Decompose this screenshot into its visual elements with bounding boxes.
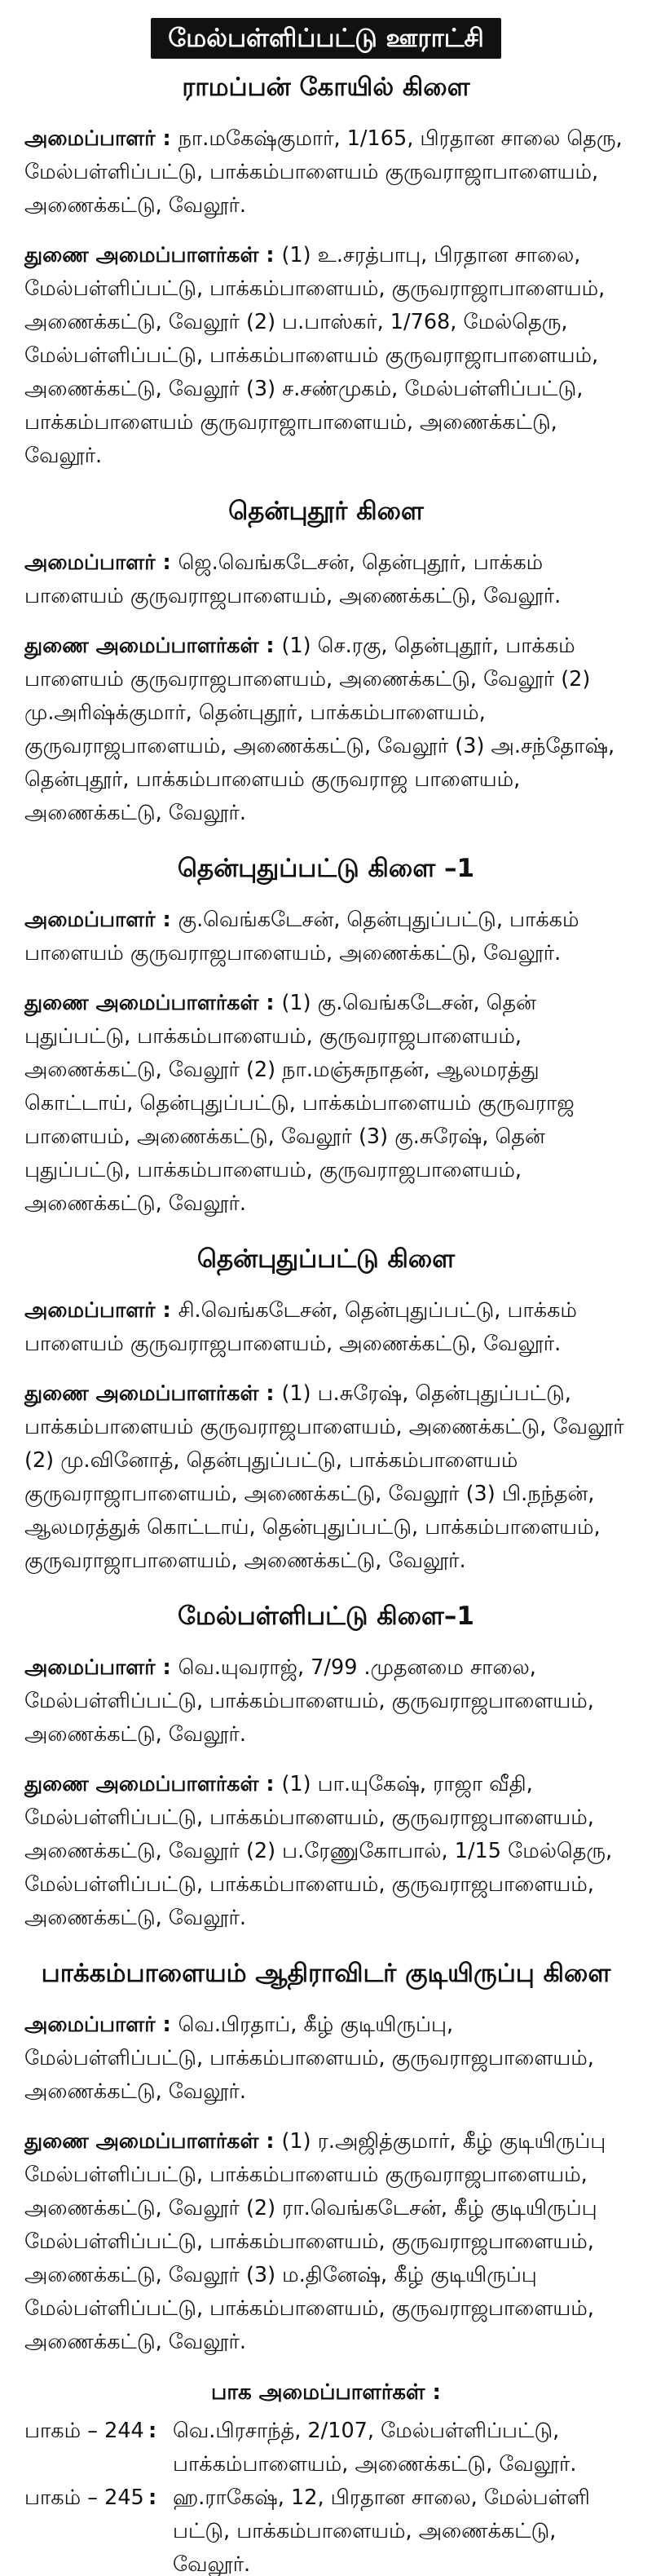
deputy-organizers-text: (1) உ.சரத்பாபு, பிரதான சாலை, மேல்பள்ளிப்பட்டு, பாக்கம்பாளையம், குருவராஜாபாளையம், அணைக்கட்டு, வேலூர் (2) ப.பாஸ்கர், 1/768, மேல்தெரு, மேல்பள்ளிப்பட்டு, பாக்கம்பாளையம் குருவராஜாபாளையம், அணைக்கட்டு, வேலூர் (3) ச.சண்முகம், மேல்பள்ளிப்பட்டு, பாக்கம்பாளையம் குருவராஜாபாளையம், அணைக்கட்டு, வேலூர். xyxy=(24,243,606,468)
branch-title: ராமப்பன் கோயில் கிளை xyxy=(182,73,470,102)
deputy-organizers-text: (1) ர.அஜித்குமார், கீழ் குடியிருப்பு மேல்பள்ளிப்பட்டு, பாக்கம்பாளையம் குருவராஜபாளையம், அணைக்கட்டு, வேலூர் (2) ரா.வெங்கடேசன், கீழ் குடியிருப்பு மேல்பள்ளிப்பட்டு, பாக்கம்பாளையம், குருவராஜபாளையம், அணைக்கட்டு, வேலூர் (3) ம.தினேஷ், கீழ் குடியிருப்பு மேல்பள்ளிப்பட்டு, பாக்கம்பாளையம், குருவராஜபாளையம், அணைக்கட்டு, வேலூர். xyxy=(24,2129,606,2354)
deputy-organizers-label: துணை அமைப்பாளர்கள் xyxy=(24,1772,259,1796)
organizer-text: சி.வெங்கடேசன், தென்புதுப்பட்டு, பாக்கம் பாளையம் குருவராஜபாளையம், அணைக்கட்டு, வேலூர். xyxy=(24,1298,577,1356)
deputy-organizers-text: (1) செ.ரகு, தென்புதூர், பாக்கம் பாளையம் குருவராஜபாளையம், அணைக்கட்டு, வேலூர் (2) மு.அரிஷ்க்குமார், தென்புதூர், பாக்கம்பாளையம், குருவராஜபாளையம், அணைக்கட்டு, வேலூர் (3) அ.சந்தோஷ், தென்புதூர், பாக்கம்பாளையம் குருவராஜ பாளையம், அணைக்கட்டு, வேலூர். xyxy=(24,634,615,825)
organizer-text: கு.வெங்கடேசன், தென்புதுப்பட்டு, பாக்கம் பாளையம் குருவராஜபாளையம், அணைக்கட்டு, வேலூர். xyxy=(24,908,579,965)
deputy-organizers-paragraph: துணை அமைப்பாளர்கள் : (1) செ.ரகு, தென்புதூர், பாக்கம் பாளையம் குருவராஜபாளையம், அணைக்கட்டு, வேலூர் (2) மு.அரிஷ்க்குமார், தென்புதூர், பாக்கம்பாளையம், குருவராஜபாளையம், அணைக்கட்டு, வேலூர் (3) அ.சந்தோஷ், தென்புதூர், பாக்கம்பாளையம் குருவராஜ பாளையம், அணைக்கட்டு, வேலூர். xyxy=(24,634,615,825)
branch-title: பாக்கம்பாளையம் ஆதிராவிடர் குடியிருப்பு கிளை xyxy=(41,1959,611,1988)
deputy-organizers-label: துணை அமைப்பாளர்கள் xyxy=(24,243,259,267)
deputy-organizers-paragraph: துணை அமைப்பாளர்கள் : (1) ர.அஜித்குமார், கீழ் குடியிருப்பு மேல்பள்ளிப்பட்டு, பாக்கம்பாளையம் குருவராஜபாளையம், அணைக்கட்டு, வேலூர் (2) ரா.வெங்கடேசன், கீழ் குடியிருப்பு மேல்பள்ளிப்பட்டு, பாக்கம்பாளையம், குருவராஜபாளையம், அணைக்கட்டு, வேலூர் (3) ம.தினேஷ், கீழ் குடியிருப்பு மேல்பள்ளிப்பட்டு, பாக்கம்பாளையம், குருவராஜபாளையம், அணைக்கட்டு, வேலூர். xyxy=(24,2129,606,2354)
booth-agents-table xyxy=(24,2415,628,2576)
deputy-organizers-text: (1) கு.வெங்கடேசன், தென் புதுப்பட்டு, பாக்கம்பாளையம், குருவராஜபாளையம், அணைக்கட்டு, வேலூர் (2) நா.மஞ்சுநாதன், ஆலமரத்து கொட்டாய், தென்புதுப்பட்டு, பாக்கம்பாளையம் குருவராஜ பாளையம், அணைக்கட்டு, வேலூர் (3) கு.சுரேஷ், தென் புதுப்பட்டு, பாக்கம்பாளையம், குருவராஜபாளையம், அணைக்கட்டு, வேலூர். xyxy=(24,991,575,1216)
branch-title: தென்புதுப்பட்டு கிளை xyxy=(196,1244,456,1274)
deputy-organizers-label: துணை அமைப்பாளர்கள் xyxy=(24,991,259,1015)
organizer-label: அமைப்பாளர் xyxy=(24,126,156,151)
deputy-organizers-paragraph: துணை அமைப்பாளர்கள் : (1) உ.சரத்பாபு, பிரதான சாலை, மேல்பள்ளிப்பட்டு, பாக்கம்பாளையம், குருவராஜாபாளையம், அணைக்கட்டு, வேலூர் (2) ப.பாஸ்கர், 1/768, மேல்தெரு, மேல்பள்ளிப்பட்டு, பாக்கம்பாளையம் குருவராஜாபாளையம், அணைக்கட்டு, வேலூர் (3) ச.சண்முகம், மேல்பள்ளிப்பட்டு, பாக்கம்பாளையம் குருவராஜாபாளையம், அணைக்கட்டு, வேலூர். xyxy=(24,243,606,468)
branch-section xyxy=(24,1956,628,2359)
deputy-organizers-text: (1) ப.சுரேஷ், தென்புதுப்பட்டு, பாக்கம்பாளையம் குருவராஜபாளையம், அணைக்கட்டு, வேலூர் (2) மு.வினோத், தென்புதுப்பட்டு, பாக்கம்பாளையம் குருவராஜாபாளையம், அணைக்கட்டு, வேலூர் (3) பி.நந்தன், ஆலமரத்துக் கொட்டாய், தென்புதுப்பட்டு, பாக்கம்பாளையம், குருவராஜாபாளையம், அணைக்கட்டு, வேலூர். xyxy=(24,1381,624,1573)
branch-section xyxy=(24,70,628,473)
organizer-label: அமைப்பாளர் xyxy=(24,1298,156,1323)
branch-title: தென்புதூர் கிளை xyxy=(228,497,424,526)
deputy-organizers-paragraph: துணை அமைப்பாளர்கள் : (1) ப.சுரேஷ், தென்புதுப்பட்டு, பாக்கம்பாளையம் குருவராஜபாளையம், அணைக்கட்டு, வேலூர் (2) மு.வினோத், தென்புதுப்பட்டு, பாக்கம்பாளையம் குருவராஜாபாளையம், அணைக்கட்டு, வேலூர் (3) பி.நந்தன், ஆலமரத்துக் கொட்டாய், தென்புதுப்பட்டு, பாக்கம்பாளையம், குருவராஜாபாளையம், அணைக்கட்டு, வேலூர். xyxy=(24,1381,624,1573)
organizer-label: அமைப்பாளர் xyxy=(24,1655,156,1680)
booth-colon: : xyxy=(148,2485,157,2510)
organizer-paragraph: அமைப்பாளர் : வெ.யுவராஜ், 7/99 .முதனமை சாலை, மேல்பள்ளிப்பட்டு, பாக்கம்பாளையம், குருவராஜபாளையம், அணைக்கட்டு, வேலூர். xyxy=(24,1655,594,1747)
branch-title: தென்புதுப்பட்டு கிளை –1 xyxy=(177,854,475,883)
deputy-organizers-label: துணை அமைப்பாளர்கள் xyxy=(24,2129,259,2154)
branch-section xyxy=(24,494,628,830)
branch-section xyxy=(24,1599,628,1935)
organizer-paragraph: அமைப்பாளர் : சி.வெங்கடேசன், தென்புதுப்பட்டு, பாக்கம் பாளையம் குருவராஜபாளையம், அணைக்கட்டு, வேலூர். xyxy=(24,1298,577,1356)
branch-section xyxy=(24,1242,628,1578)
deputy-organizers-text: (1) பா.யுகேஷ், ராஜா வீதி, மேல்பள்ளிப்பட்டு, பாக்கம்பாளையம், குருவராஜபாளையம், அணைக்கட்டு, வேலூர் (2) ப.ரேணுகோபால், 1/15 மேல்தெரு, மேல்பள்ளிப்பட்டு, பாக்கம்பாளையம், குருவராஜபாளையம், அணைக்கட்டு, வேலூர். xyxy=(24,1772,613,1930)
booth-number: பாகம் – 244 xyxy=(24,2419,144,2443)
deputy-organizers-paragraph: துணை அமைப்பாளர்கள் : (1) கு.வெங்கடேசன், தென் புதுப்பட்டு, பாக்கம்பாளையம், குருவராஜபாளையம், அணைக்கட்டு, வேலூர் (2) நா.மஞ்சுநாதன், ஆலமரத்து கொட்டாய், தென்புதுப்பட்டு, பாக்கம்பாளையம் குருவராஜ பாளையம், அணைக்கட்டு, வேலூர் (3) கு.சுரேஷ், தென் புதுப்பட்டு, பாக்கம்பாளையம், குருவராஜபாளையம், அணைக்கட்டு, வேலூர். xyxy=(24,991,575,1216)
organizer-paragraph: அமைப்பாளர் : நா.மகேஷ்குமார், 1/165, பிரதான சாலை தெரு, மேல்பள்ளிப்பட்டு, பாக்கம்பாளையம் குருவராஜாபாளையம், அணைக்கட்டு, வேலூர். xyxy=(24,126,623,218)
panchayat-banner: மேல்பள்ளிப்பட்டு ஊராட்சி xyxy=(151,18,501,59)
booth-row xyxy=(24,2481,628,2576)
branch-title: மேல்பள்ளிபட்டு கிளை–1 xyxy=(178,1602,474,1631)
organizer-label: அமைப்பாளர் xyxy=(24,908,156,932)
organizer-paragraph: அமைப்பாளர் : வெ.பிரதாப், கீழ் குடியிருப்பு, மேல்பள்ளிப்பட்டு, பாக்கம்பாளையம், குருவராஜபாளையம், அணைக்கட்டு, வேலூர். xyxy=(24,2013,594,2104)
booth-number: பாகம் – 245 xyxy=(24,2485,144,2510)
booth-colon: : xyxy=(148,2419,157,2443)
organizer-paragraph: அமைப்பாளர் : ஜெ.வெங்கடேசன், தென்புதூர், பாக்கம் பாளையம் குருவராஜபாளையம், அணைக்கட்டு, வேலூர். xyxy=(24,550,562,608)
organizer-label: அமைப்பாளர் xyxy=(24,550,156,575)
organizer-text: வெ.பிரதாப், கீழ் குடியிருப்பு, மேல்பள்ளிப்பட்டு, பாக்கம்பாளையம், குருவராஜபாளையம், அணைக்கட்டு, வேலூர். xyxy=(24,2013,594,2104)
organizer-paragraph: அமைப்பாளர் : கு.வெங்கடேசன், தென்புதுப்பட்டு, பாக்கம் பாளையம் குருவராஜபாளையம், அணைக்கட்டு, வேலூர். xyxy=(24,908,579,965)
organizer-label: அமைப்பாளர் xyxy=(24,2013,156,2037)
organizer-text: நா.மகேஷ்குமார், 1/165, பிரதான சாலை தெரு, மேல்பள்ளிப்பட்டு, பாக்கம்பாளையம் குருவராஜாபாளையம், அணைக்கட்டு, வேலூர். xyxy=(24,126,623,218)
booth-row xyxy=(24,2415,628,2481)
organizer-text: வெ.யுவராஜ், 7/99 .முதனமை சாலை, மேல்பள்ளிப்பட்டு, பாக்கம்பாளையம், குருவராஜபாளையம், அணைக்கட்டு, வேலூர். xyxy=(24,1655,594,1747)
deputy-organizers-paragraph: துணை அமைப்பாளர்கள் : (1) பா.யுகேஷ், ராஜா வீதி, மேல்பள்ளிப்பட்டு, பாக்கம்பாளையம், குருவராஜபாளையம், அணைக்கட்டு, வேலூர் (2) ப.ரேணுகோபால், 1/15 மேல்தெரு, மேல்பள்ளிப்பட்டு, பாக்கம்பாளையம், குருவராஜபாளையம், அணைக்கட்டு, வேலூர். xyxy=(24,1772,613,1930)
deputy-organizers-label: துணை அமைப்பாளர்கள் xyxy=(24,1381,259,1406)
deputy-organizers-label: துணை அமைப்பாளர்கள் xyxy=(24,634,259,658)
booth-agent-details: ஹ.ராகேஷ், 12, பிரதான சாலை, மேல்பள்ளி பட்டு, பாக்கம்பாளையம், அணைக்கட்டு, வேலூர். xyxy=(173,2485,590,2576)
booth-agents-title: பாக அமைப்பாளர்கள் : xyxy=(211,2380,441,2405)
booth-agents-section xyxy=(24,2375,628,2576)
organizer-text: ஜெ.வெங்கடேசன், தென்புதூர், பாக்கம் பாளையம் குருவராஜபாளையம், அணைக்கட்டு, வேலூர். xyxy=(24,550,562,608)
branch-section xyxy=(24,851,628,1221)
booth-agent-details: வெ.பிரசாந்த், 2/107, மேல்பள்ளிப்பட்டு, பாக்கம்பாளையம், அணைக்கட்டு, வேலூர். xyxy=(173,2419,577,2477)
